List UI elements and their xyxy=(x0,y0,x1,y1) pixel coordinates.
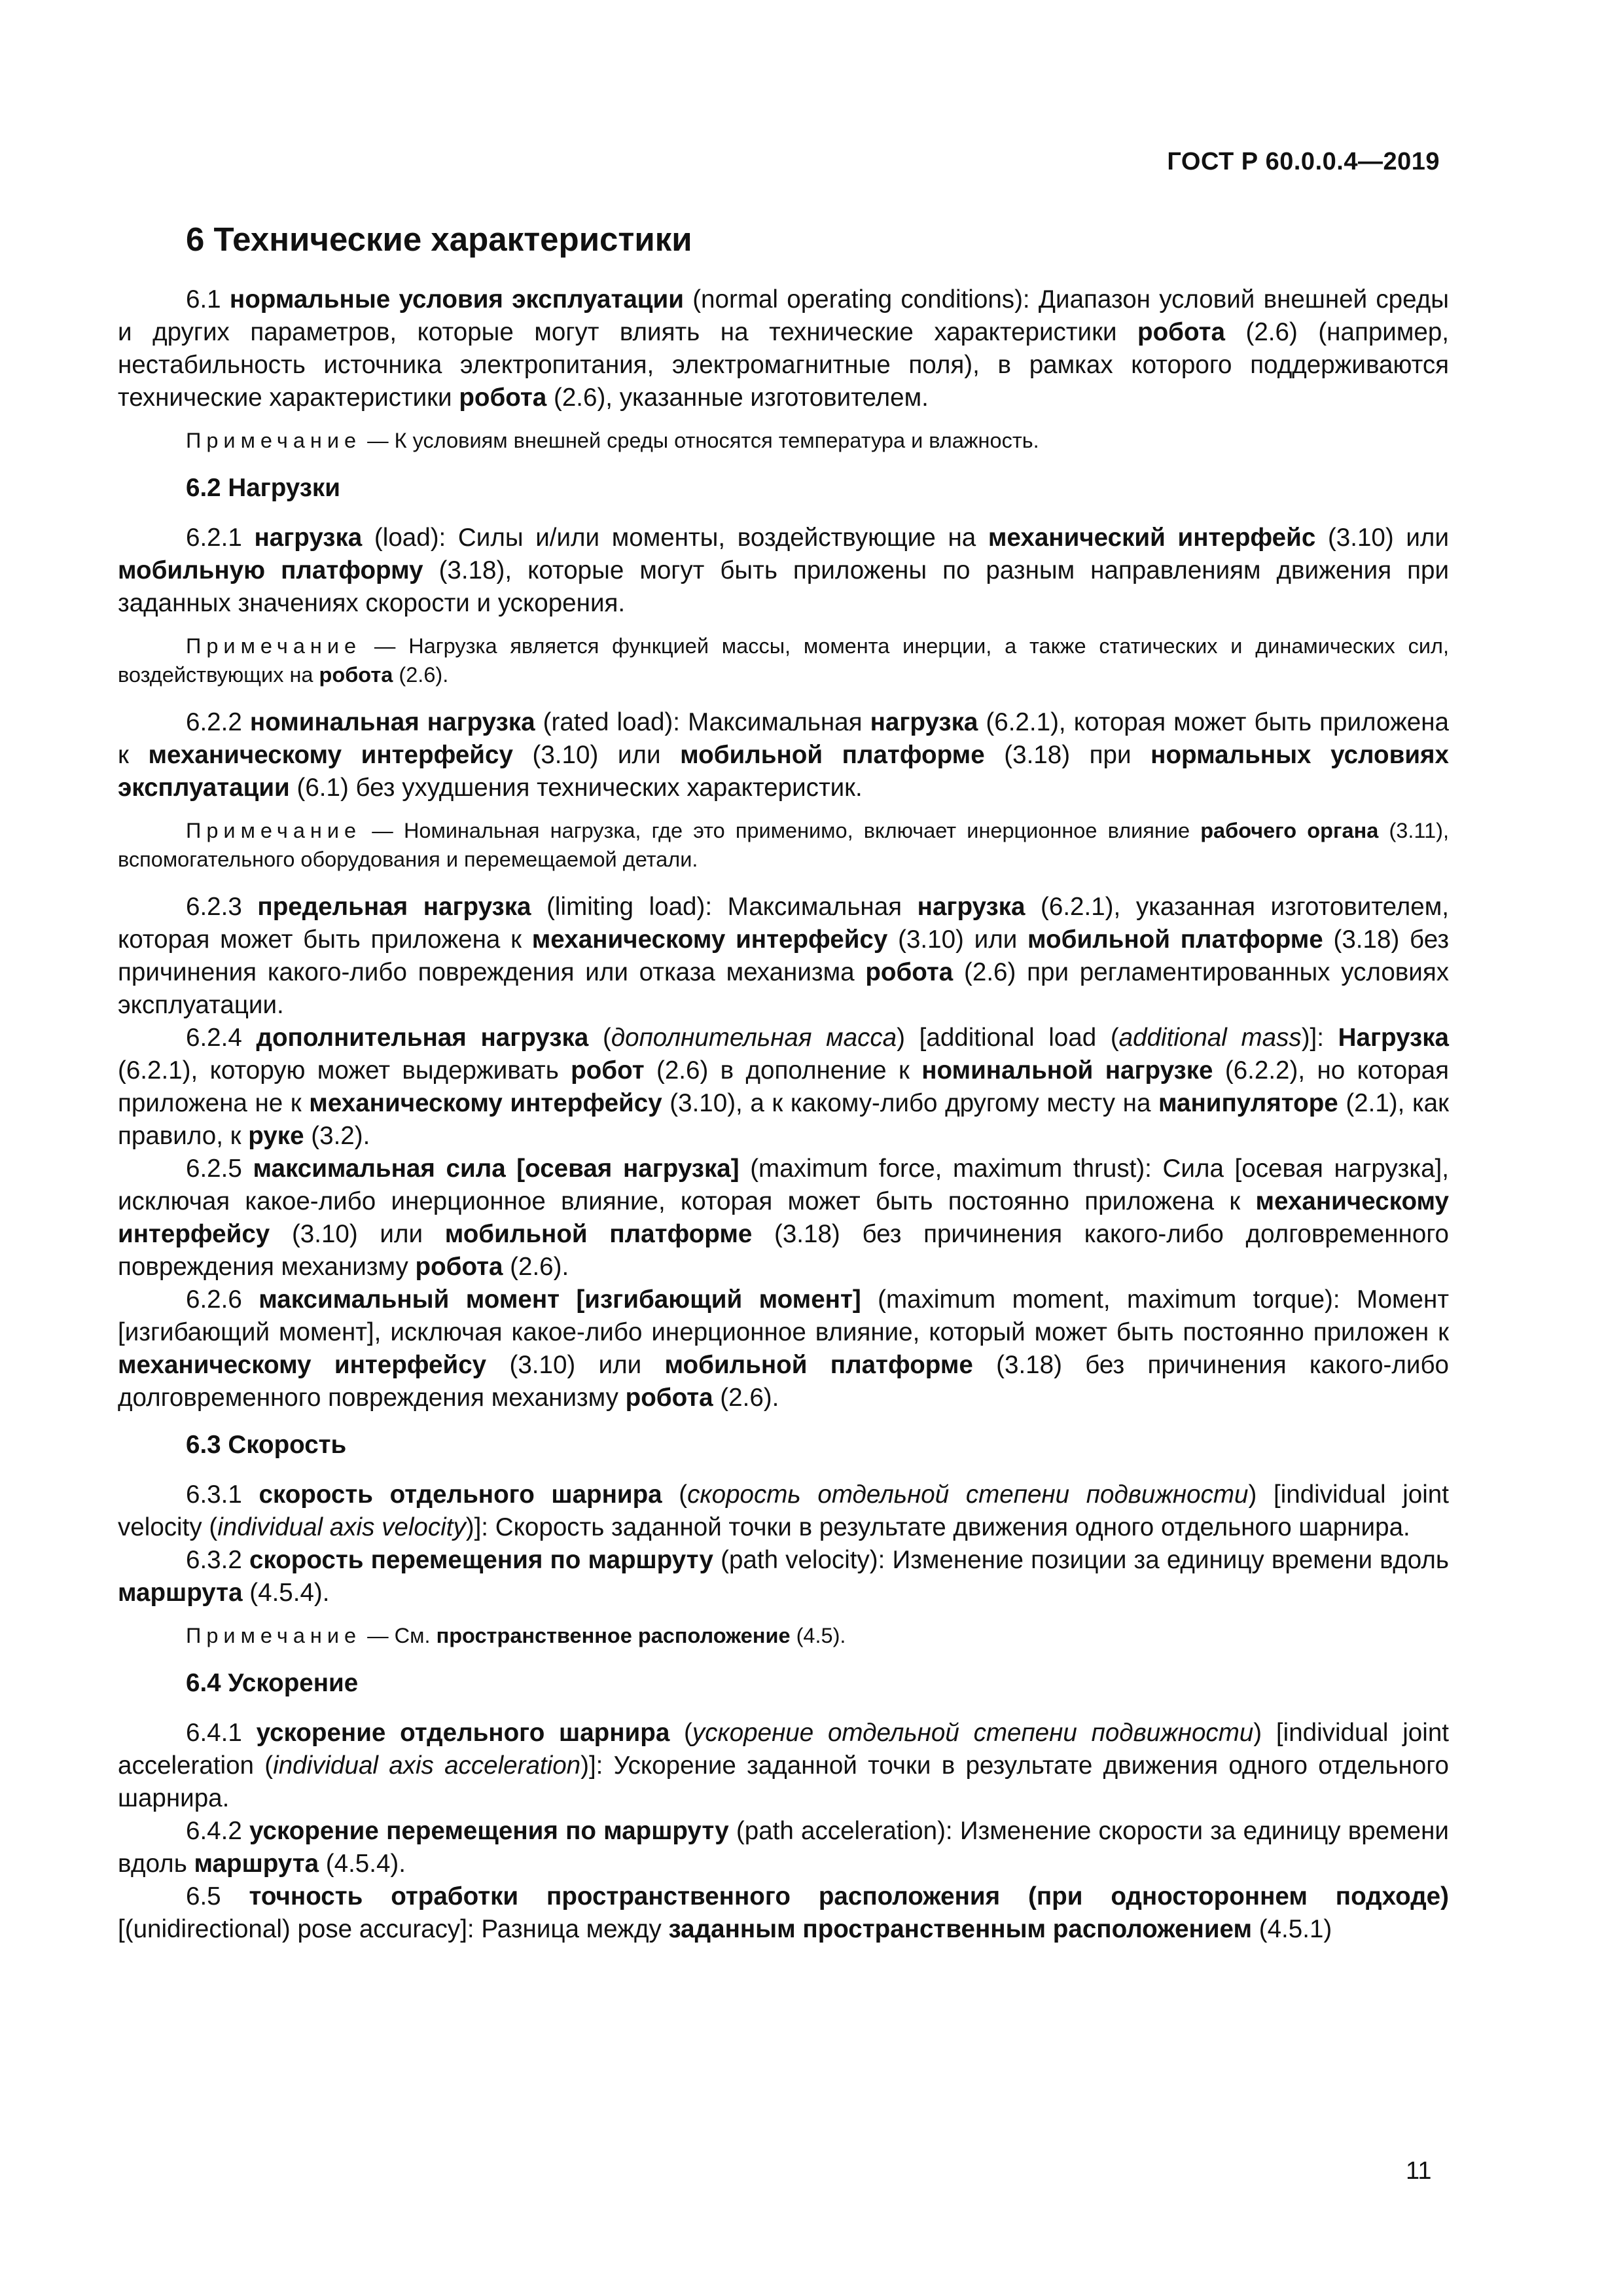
text-run: 6.2.2 xyxy=(186,708,250,736)
text-run: (normal operating conditions): Диапазон условий внешней среды и других параметров, которые могут влиять на технические характеристики xyxy=(118,285,1449,346)
term-text: маршрута xyxy=(118,1579,243,1607)
text-run: (rated load): Максимальная xyxy=(535,708,870,736)
term-text: скорость отдельного шарнира xyxy=(259,1480,662,1509)
text-run: (3.10), а к какому-либо другому месту на xyxy=(662,1089,1158,1117)
text-run: (path velocity): Изменение позиции за единицу времени вдоль xyxy=(713,1546,1449,1574)
text-run: (3.18) без причинения какого-либо повреждения или отказа механизма xyxy=(118,925,1450,986)
text-run: 6.3.2 xyxy=(186,1546,249,1574)
text-run: — К условиям внешней среды относятся температура и влажность. xyxy=(361,429,1039,452)
text-run: — Номинальная нагрузка, где это применимо, включает инерционное влияние xyxy=(361,819,1201,842)
text-run: (6.2.1), указанная изготовителем, которая может быть приложена к xyxy=(118,893,1449,954)
text-run: 6.2.6 xyxy=(186,1285,259,1314)
note-label: Примечание xyxy=(186,819,362,842)
text-run: (2.6) в дополнение к xyxy=(644,1056,922,1085)
text-run: (3.18), которые могут быть приложены по разным направлениям движения при заданных значениях скорости и ускорения. xyxy=(118,556,1449,617)
term-text: нормальные условия эксплуатации xyxy=(229,285,684,314)
term-text: мобильной платформе xyxy=(444,1220,753,1248)
text-run: ) [individual joint acceleration ( xyxy=(118,1719,1450,1780)
text-run: (maximum force, maximum thrust): Сила [осевая нагрузка], исключая какое-либо инерционное влияние, которая может быть постоянно приложена к xyxy=(118,1155,1449,1215)
term-text: робота xyxy=(625,1384,713,1412)
term-text: механическому интерфейсу xyxy=(118,1351,487,1379)
text-run: )]: Скорость заданной точки в результате движения одного отдельного шарнира. xyxy=(465,1513,1410,1541)
text-run: скорость отдельной степени подвижности xyxy=(687,1480,1249,1509)
text-run: (3.18) при xyxy=(984,741,1151,769)
term-text: рабочего органа xyxy=(1200,819,1379,842)
term-text: Нагрузка xyxy=(1338,1024,1449,1052)
clause-paragraph xyxy=(118,1815,1449,1880)
text-run: (3.2). xyxy=(304,1122,370,1150)
text-run: дополнительная масса xyxy=(611,1024,897,1052)
term-text: максимальная сила [осевая нагрузка] xyxy=(253,1155,740,1183)
text-run: (6.2.1), которая может быть приложена к xyxy=(118,708,1449,769)
text-run: (2.6). xyxy=(393,663,449,687)
clause-paragraph xyxy=(118,283,1449,414)
text-run: )]: Ускорение заданной точки в результате движения одного отдельного шарнира. xyxy=(118,1751,1449,1812)
term-text: робота xyxy=(319,663,393,687)
section-heading xyxy=(186,1667,1449,1700)
text-run: (6.2.1), которую может выдерживать xyxy=(118,1056,571,1085)
term-text: нагрузка xyxy=(870,708,978,736)
page-number: 11 xyxy=(1406,2157,1432,2185)
clause-paragraph xyxy=(118,1544,1449,1609)
term-text: механическому интерфейсу xyxy=(309,1089,662,1117)
term-text: маршрута xyxy=(194,1850,319,1878)
text-run: 6.2 Нагрузки xyxy=(186,474,340,502)
term-text: номинальной нагрузке xyxy=(921,1056,1213,1085)
text-run: ) [individual joint velocity ( xyxy=(118,1480,1449,1541)
standard-id: ГОСТ Р 60.0.0.4—2019 xyxy=(1167,148,1440,175)
clause-paragraph xyxy=(118,1283,1449,1414)
text-run: (2.6) (например, нестабильность источника электропитания, электромагнитные поля), в рамках которого поддерживаются технические характеристики xyxy=(118,318,1449,412)
text-run: (2.1), как правило, к xyxy=(118,1089,1450,1150)
text-run: )]: xyxy=(1301,1024,1338,1052)
text-run: individual axis velocity xyxy=(217,1513,466,1541)
note-label: Примечание xyxy=(186,634,362,658)
text-run: (3.10) или xyxy=(1315,524,1449,552)
text-run: (6.1) без ухудшения технических характеристик. xyxy=(289,774,863,802)
text-run: 6.2.4 xyxy=(186,1024,257,1052)
text-run: (load): Силы и/или моменты, воздействующие на xyxy=(362,524,988,552)
note-label: Примечание xyxy=(186,429,362,452)
text-run: ) [additional load ( xyxy=(897,1024,1119,1052)
text-run: (3.10) или xyxy=(512,741,681,769)
term-text: точность отработки пространственного расположения (при одностороннем подходе) xyxy=(249,1882,1449,1910)
term-text: механический интерфейс xyxy=(988,524,1316,552)
clause-paragraph xyxy=(118,1153,1449,1283)
term-text: робота xyxy=(415,1253,503,1281)
text-run: — См. xyxy=(361,1624,437,1647)
clause-paragraph xyxy=(118,891,1449,1022)
text-run: (2.6), указанные изготовителем. xyxy=(546,384,929,412)
note-label: Примечание xyxy=(186,1624,362,1647)
text-run: 6.4.2 xyxy=(186,1817,250,1845)
text-run: (2.6). xyxy=(503,1253,569,1281)
clause-paragraph xyxy=(118,522,1449,620)
term-text: номинальная нагрузка xyxy=(249,708,535,736)
text-run: ускорение отдельной степени подвижности xyxy=(692,1719,1254,1747)
clause-paragraph xyxy=(118,1717,1449,1815)
term-text: робот xyxy=(571,1056,645,1085)
note-paragraph xyxy=(118,632,1449,689)
text-run: 6.2.5 xyxy=(186,1155,253,1183)
term-text: механическому интерфейсу xyxy=(148,741,513,769)
term-text: механическому интерфейсу xyxy=(531,925,888,954)
text-run: 6.1 xyxy=(186,285,230,314)
term-text: робота xyxy=(865,958,954,986)
term-text: мобильной платформе xyxy=(1027,925,1323,954)
text-run: 6.2.1 xyxy=(186,524,255,552)
text-run: (4.5.4). xyxy=(242,1579,330,1607)
term-text: мобильной платформе xyxy=(680,741,985,769)
text-run: [(unidirectional) pose accuracy]: Разница между xyxy=(118,1915,669,1943)
text-run: additional mass xyxy=(1118,1024,1302,1052)
clause-paragraph xyxy=(118,1022,1449,1153)
text-run: 6.3 Скорость xyxy=(186,1431,347,1459)
term-text: ускорение перемещения по маршруту xyxy=(249,1817,729,1845)
text-run: ( xyxy=(588,1024,611,1052)
text-run: (3.10) или xyxy=(270,1220,445,1248)
text-run: (3.11), вспомогательного оборудования и перемещаемой детали. xyxy=(118,819,1450,871)
text-run: (6.2.2), но которая приложена не к xyxy=(118,1056,1449,1117)
text-run: 6.2.3 xyxy=(186,893,258,921)
term-text: дополнительная нагрузка xyxy=(256,1024,589,1052)
text-run: (4.5). xyxy=(790,1624,846,1647)
term-text: робота xyxy=(1137,318,1225,346)
term-text: механическому интерфейсу xyxy=(118,1187,1449,1248)
text-run: (4.5.1) xyxy=(1252,1915,1332,1943)
text-run: (4.5.4). xyxy=(319,1850,406,1878)
section-heading xyxy=(186,472,1449,505)
text-run: (2.6) при регламентированных условиях эксплуатации. xyxy=(118,958,1449,1019)
text-run: individual axis acceleration xyxy=(273,1751,581,1780)
term-text: мобильной платформе xyxy=(664,1351,973,1379)
clause-paragraph xyxy=(118,1479,1449,1544)
term-text: максимальный момент [изгибающий момент] xyxy=(259,1285,861,1314)
note-paragraph xyxy=(118,426,1449,455)
text-run: (limiting load): Максимальная xyxy=(531,893,918,921)
clause-paragraph xyxy=(118,1880,1449,1946)
text-run: (path acceleration): Изменение скорости за единицу времени вдоль xyxy=(118,1817,1449,1878)
term-text: мобильную платформу xyxy=(118,556,423,584)
text-run: 6.4.1 xyxy=(186,1719,257,1747)
section-heading xyxy=(186,1429,1449,1462)
term-text: заданным пространственным расположением xyxy=(668,1915,1253,1943)
text-run: (3.18) без причинения какого-либо долговременного повреждения механизму xyxy=(118,1220,1449,1281)
text-run: (2.6). xyxy=(713,1384,779,1412)
text-run: 6.5 xyxy=(186,1882,249,1910)
term-text: нагрузка xyxy=(917,893,1026,921)
term-text: скорость перемещения по маршруту xyxy=(249,1546,713,1574)
text-run: 6.4 Ускорение xyxy=(186,1669,359,1697)
clause-paragraph xyxy=(118,706,1449,804)
note-paragraph xyxy=(118,816,1449,874)
term-text: предельная нагрузка xyxy=(257,893,531,921)
document-body xyxy=(118,219,1449,1946)
term-text: робота xyxy=(459,384,547,412)
term-text: пространственное расположение xyxy=(436,1624,791,1647)
text-run: — Нагрузка является функцией массы, момента инерции, а также статических и динамических сил, воздействующих на xyxy=(118,634,1449,687)
note-paragraph xyxy=(118,1621,1449,1650)
text-run: 6.3.1 xyxy=(186,1480,259,1509)
text-run: (3.18) без причинения какого-либо долговременного повреждения механизму xyxy=(118,1351,1449,1412)
text-run: ( xyxy=(662,1480,688,1509)
chapter-title: 6 Технические характеристики xyxy=(186,221,692,258)
text-run: (maximum moment, maximum torque): Момент [изгибающий момент], исключая какое-либо инерционное влияние, который может быть постоянно приложен к xyxy=(118,1285,1449,1346)
text-run: (3.10) или xyxy=(486,1351,665,1379)
term-text: нагрузка xyxy=(254,524,363,552)
term-text: руке xyxy=(248,1122,304,1150)
text-run: ( xyxy=(669,1719,692,1747)
term-text: ускорение отдельного шарнира xyxy=(256,1719,670,1747)
text-run: (3.10) или xyxy=(887,925,1028,954)
term-text: нормальных условиях эксплуатации xyxy=(118,741,1450,802)
term-text: манипуляторе xyxy=(1158,1089,1338,1117)
